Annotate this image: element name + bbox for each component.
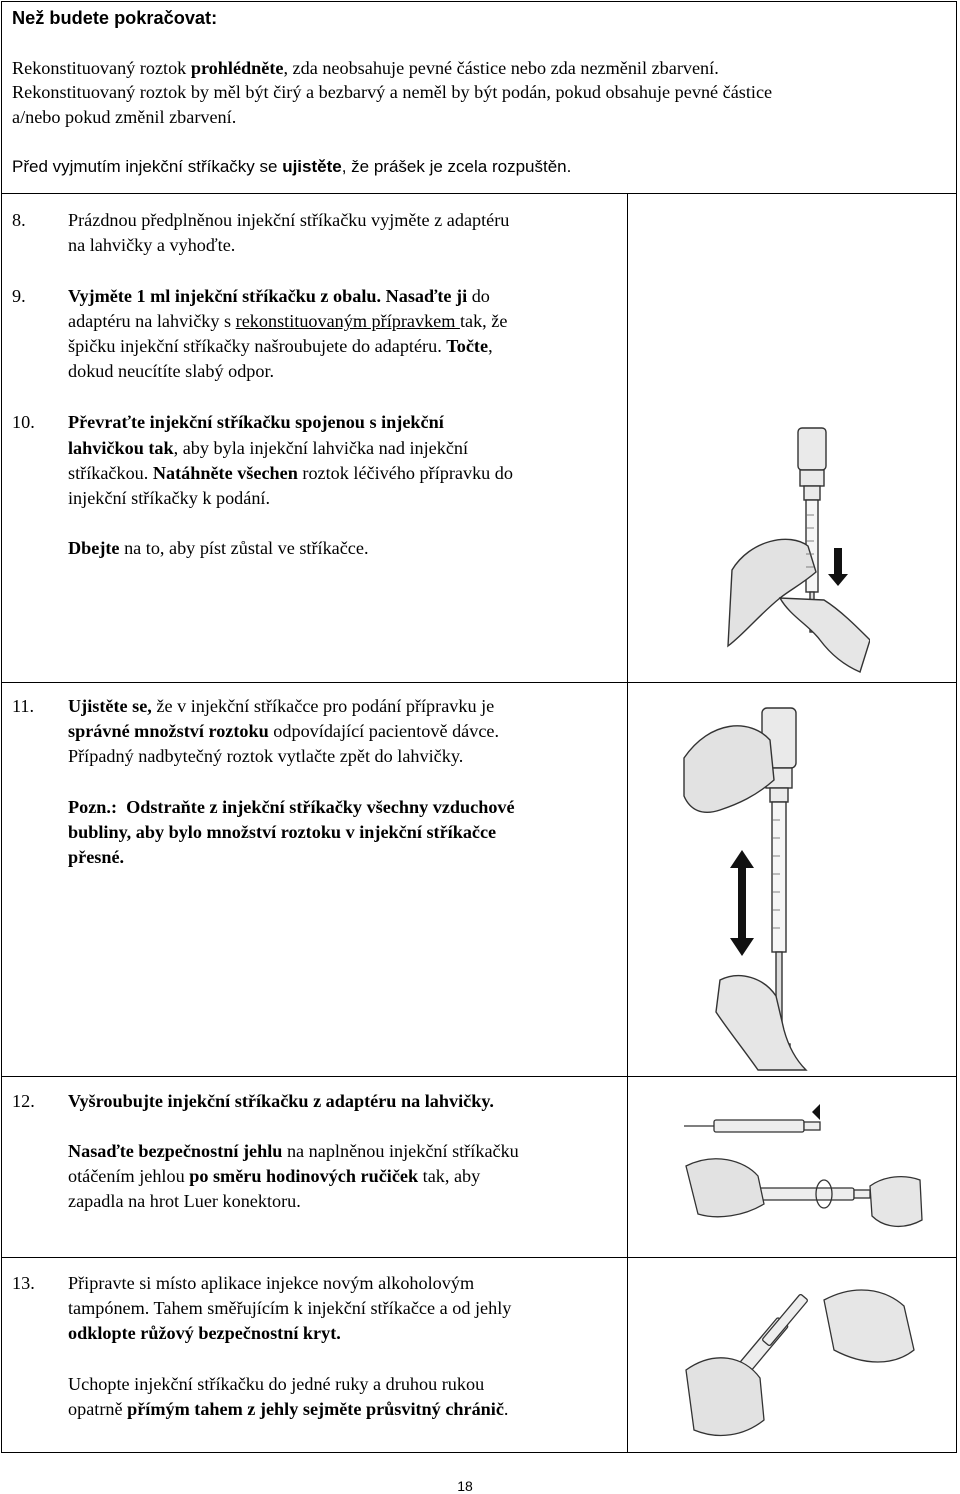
step-9-text: dokud neucítíte slabý odpor. — [68, 361, 275, 381]
step-number: 8. — [12, 210, 26, 230]
syringe-check-dose-illustration — [680, 700, 810, 1072]
row-divider — [1, 1076, 957, 1077]
step-13-text: tampónem. Tahem směřujícím k injekční stříkačce a od jehly — [68, 1298, 512, 1318]
step-10-text: stříkačkou. Natáhněte všechen roztok léčivého přípravku do — [68, 463, 513, 483]
paragraph-inspect-3: a/nebo pokud změnil zbarvení. — [12, 107, 237, 127]
step-8-text: Prázdnou předplněnou injekční stříkačku vyjměte z adaptéru — [68, 210, 510, 230]
step-10-note: Dbejte na to, aby píst zůstal ve stříkačce. — [68, 538, 369, 558]
step-12-text: otáčením jehlou po směru hodinových ručiček tak, aby — [68, 1166, 481, 1186]
step-9-text: Vyjměte 1 ml injekční stříkačku z obalu. Nasaďte ji do — [68, 286, 490, 306]
step-11-note: přesné. — [68, 847, 125, 867]
remove-needle-cap-illustration — [684, 1270, 924, 1450]
step-11-text: Případný nadbytečný roztok vytlačte zpět do lahvičky. — [68, 746, 464, 766]
section-title: Než budete pokračovat: — [12, 8, 218, 28]
row-divider — [1, 682, 957, 683]
step-12-text: Vyšroubujte injekční stříkačku z adaptéru na lahvičky. — [68, 1091, 494, 1111]
step-number: 9. — [12, 286, 26, 306]
step-number: 10. — [12, 412, 35, 432]
step-12-text: zapadla na hrot Luer konektoru. — [68, 1191, 301, 1211]
step-12-text: Nasaďte bezpečnostní jehlu na naplněnou injekční stříkačku — [68, 1141, 519, 1161]
step-9-text: adaptéru na lahvičky s rekonstituovaným přípravkem tak, že — [68, 311, 508, 331]
step-11-text: správné množství roztoku odpovídající pacientově dávce. — [68, 721, 500, 741]
paragraph-inspect: Rekonstituovaný roztok prohlédněte, zda neobsahuje pevné částice nebo zda nezměnil zbarvení. — [12, 58, 719, 78]
step-13-text: Připravte si místo aplikace injekce novým alkoholovým — [68, 1273, 475, 1293]
column-divider — [627, 193, 628, 1452]
step-11-note: Pozn.: Odstraňte z injekční stříkačky všechny vzduchové — [68, 797, 515, 817]
step-number: 12. — [12, 1091, 35, 1111]
paragraph-check-powder: Před vyjmutím injekční stříkačky se ujistěte, že prášek je zcela rozpuštěn. — [12, 157, 572, 176]
row-divider — [1, 1257, 957, 1258]
row-divider — [1, 193, 957, 194]
step-number: 13. — [12, 1273, 35, 1293]
step-number: 11. — [12, 696, 35, 716]
syringe-vial-inverted-illustration — [720, 420, 870, 678]
step-13-text: Uchopte injekční stříkačku do jedné ruky a druhou rukou — [68, 1374, 485, 1394]
step-9-text: špičku injekční stříkačky našroubujete do adaptéru. Točte, — [68, 336, 493, 356]
step-10-text: injekční stříkačky k podání. — [68, 488, 271, 508]
attach-safety-needle-illustration — [684, 1090, 924, 1240]
step-13-text: odklopte růžový bezpečnostní kryt. — [68, 1323, 341, 1343]
step-11-text: Ujistěte se, že v injekční stříkačce pro podání přípravku je — [68, 696, 495, 716]
paragraph-inspect-2: Rekonstituovaný roztok by měl být čirý a bezbarvý a neměl by být podán, pokud obsahuje pevné částice — [12, 82, 773, 102]
step-13-text: opatrně přímým tahem z jehly sejměte průsvitný chránič. — [68, 1399, 509, 1419]
step-10-text: Převraťte injekční stříkačku spojenou s injekční — [68, 412, 444, 432]
page-number: 18 — [457, 1478, 473, 1494]
step-8-text: na lahvičky a vyhoďte. — [68, 235, 236, 255]
step-10-text: lahvičkou tak, aby byla injekční lahvička nad injekční — [68, 438, 469, 458]
step-11-note: bubliny, aby bylo množství roztoku v injekční stříkačce — [68, 822, 497, 842]
